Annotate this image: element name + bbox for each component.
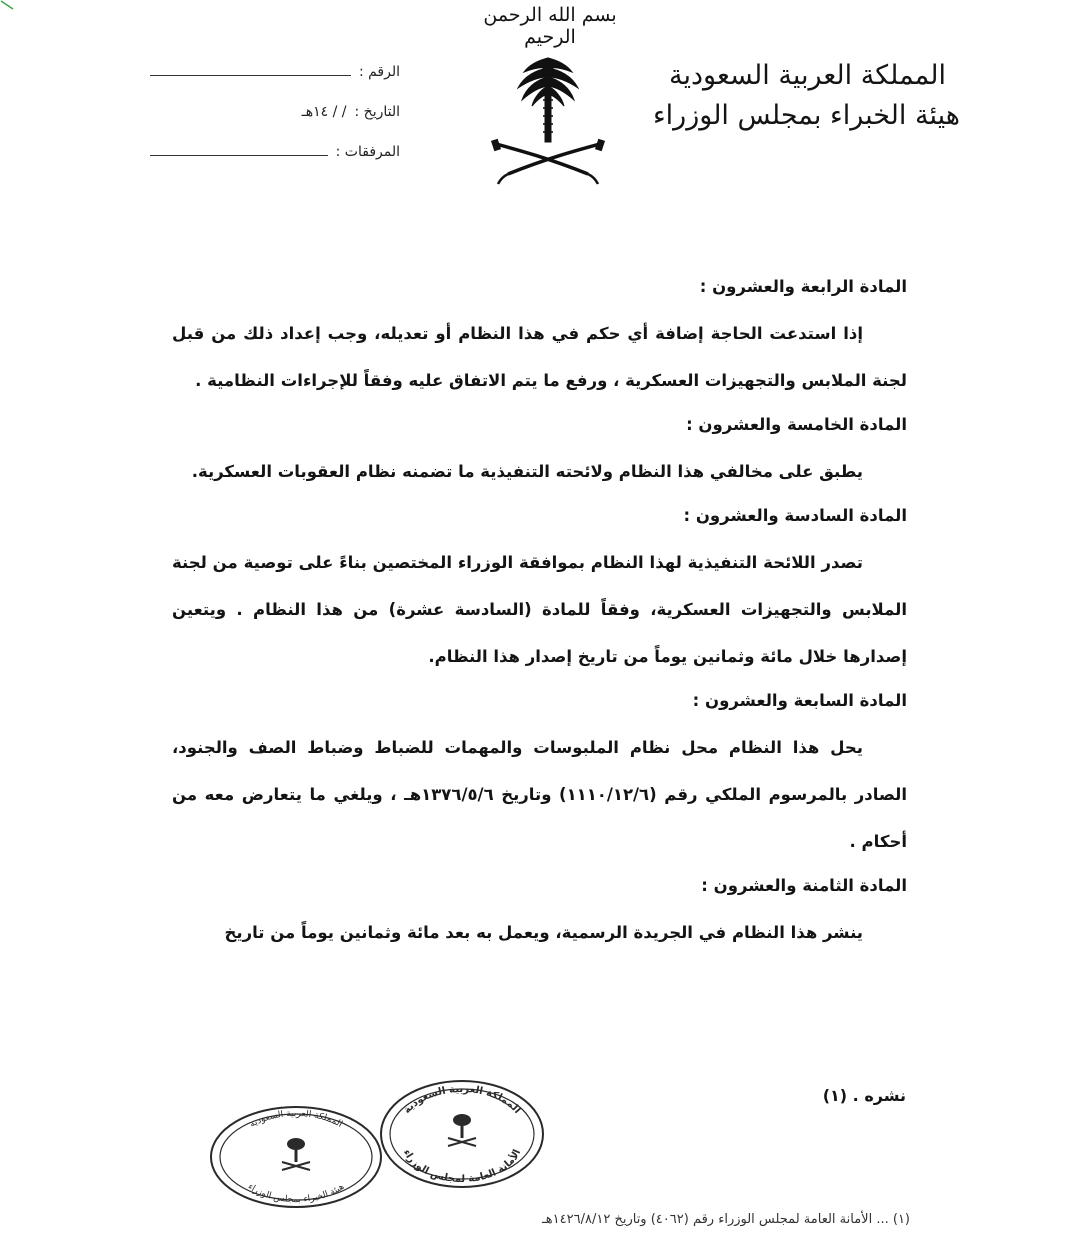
basmala: بسم الله الرحمن الرحيم: [483, 4, 617, 48]
article-26-heading: المادة السادسة والعشرون :: [683, 506, 907, 525]
government-name-line2: هيئة الخبراء بمجلس الوزراء: [652, 100, 960, 131]
government-header: [652, 56, 960, 136]
article-28-heading: المادة الثامنة والعشرون :: [701, 876, 907, 895]
experts-commission-stamp: [208, 1104, 384, 1210]
government-name-line1: المملكة العربية السعودية: [668, 60, 947, 91]
cabinet-secretariat-stamp: [378, 1078, 546, 1190]
right-stamp-bottom-text: الأمانة العامة لمجلس الوزراء: [400, 1147, 524, 1186]
date-field: [150, 92, 400, 132]
left-stamp-emblem-icon: [282, 1138, 310, 1170]
saudi-emblem-icon: [488, 50, 608, 185]
date-template: / / ١٤هـ: [301, 104, 347, 120]
svg-text:هيئة الخبراء بمجلس الوزراء: [246, 1182, 347, 1205]
number-line: [150, 75, 351, 76]
footnote: (١) ... الأمانة العامة لمجلس الوزراء رقم (٤٠٦٢) وتاريخ ١٤٢٦/٨/١٢هـ: [542, 1212, 910, 1227]
left-stamp-top-text: المملكة العربية السعودية: [248, 1108, 344, 1130]
right-stamp-top-text: المملكة العربية السعودية: [401, 1083, 523, 1116]
document-body: [172, 270, 907, 960]
svg-text:المملكة العربية السعودية: [248, 1109, 344, 1130]
reference-fields: [150, 52, 400, 172]
left-stamp-bottom-text: هيئة الخبراء بمجلس الوزراء: [245, 1181, 347, 1205]
attachments-label: المرفقات :: [335, 144, 400, 160]
article-25-heading: المادة الخامسة والعشرون :: [686, 415, 907, 434]
article-27-heading: المادة السابعة والعشرون :: [692, 691, 907, 710]
article-27-text: يحل هذا النظام محل نظام الملبوسات والمهمات للضباط وضباط الصف والجنود، الصادر بالمرسوم الملكي رقم (١١١٠/١٢/٦) وتاريخ ١٣٧٦/٥/٦هـ ، ويلغي ما يتعارض معه من أحكام .: [172, 738, 908, 851]
attachments-line: [150, 155, 328, 156]
closing-line: نشره . (١): [822, 1086, 906, 1105]
article-28-text: ينشر هذا النظام في الجريدة الرسمية، ويعمل به بعد مائة وثمانين يوماً من تاريخ: [224, 923, 863, 942]
article-24-heading: المادة الرابعة والعشرون :: [699, 277, 907, 296]
article-24-text: إذا استدعت الحاجة إضافة أي حكم في هذا النظام أو تعديله، وجب إعداد ذلك من قبل لجنة الملابس والتجهيزات العسكرية ، ورفع ما يتم الاتفاق عليه وفقاً للإجراءات النظامية .: [172, 324, 907, 390]
number-label: الرقم :: [358, 64, 400, 80]
corner-mark-icon: [0, 0, 14, 10]
number-field: [150, 52, 400, 92]
attachments-field: [150, 132, 400, 172]
article-25-text: يطبق على مخالفي هذا النظام ولائحته التنفيذية ما تضمنه نظام العقوبات العسكرية.: [191, 462, 863, 481]
article-26-text: تصدر اللائحة التنفيذية لهذا النظام بموافقة الوزراء المختصين بناءً على توصية من لجنة الملابس والتجهيزات العسكرية، وفقاً للمادة (السادسة عشرة) من هذا النظام . ويتعين إصدارها خلال مائة وثمانين يوماً من تاريخ إصدار هذا النظام.: [172, 553, 907, 666]
right-stamp-emblem-icon: [448, 1114, 476, 1146]
date-label: التاريخ :: [354, 104, 400, 120]
